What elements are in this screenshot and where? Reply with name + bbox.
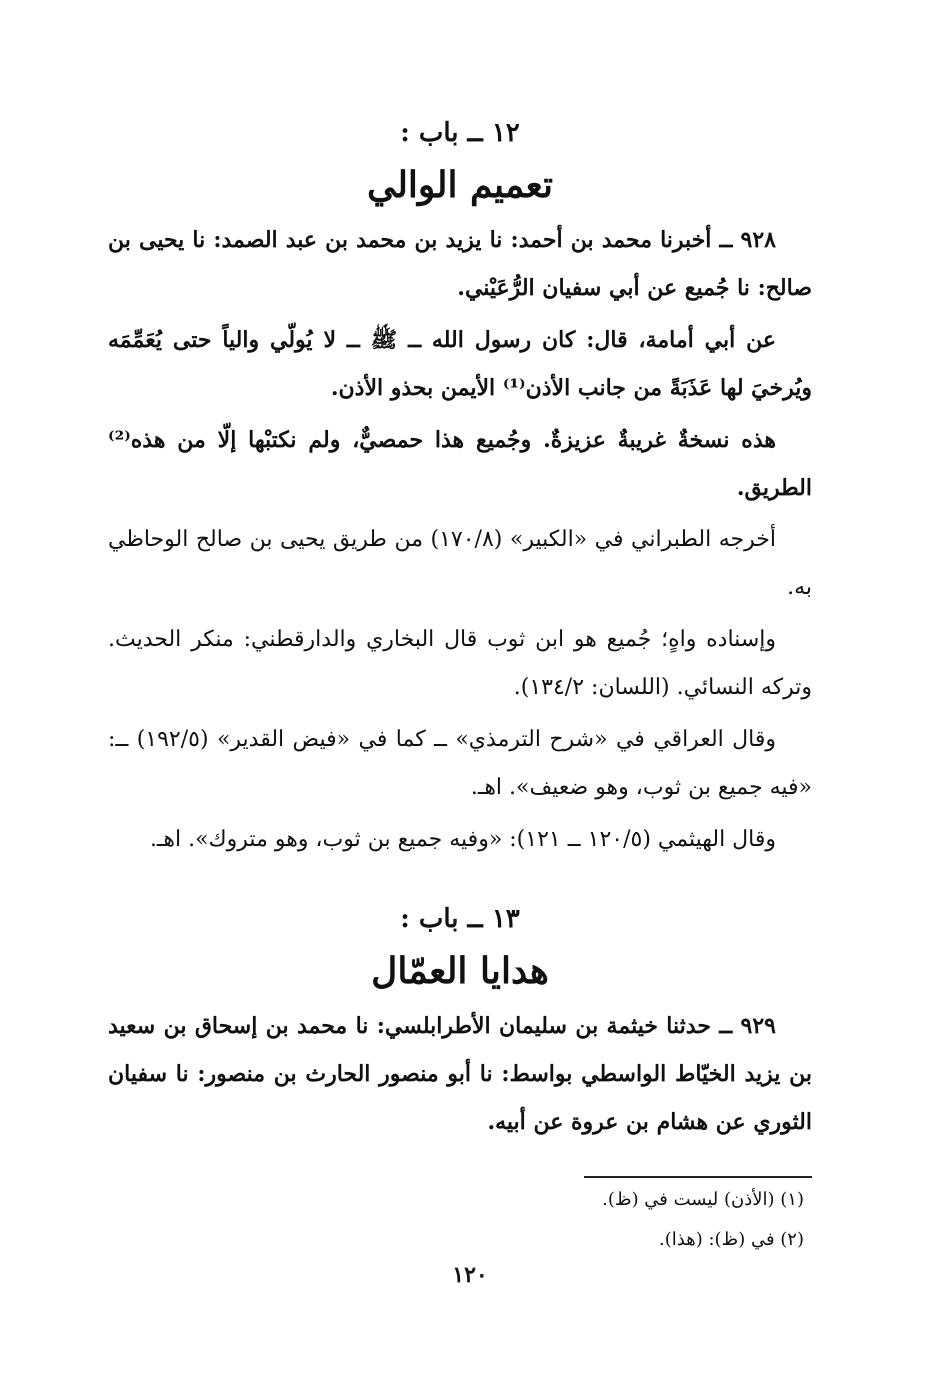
hadith-928-takhrij-2: وإسناده واهٍ؛ جُميع هو ابن ثوب قال البخاري والدارقطني: منكر الحديث. وتركه النسائي. (اللسان: ١٣٤/٢).: [108, 627, 812, 700]
hadith-928-comment: هذه نسخةٌ غريبةٌ عزيزةٌ. وجُميع هذا حمصيٌّ، ولم نكتبْها إلّا من هذه⁽²⁾ الطريق.: [108, 427, 812, 501]
chapter-12-title: تعميم الوالي: [366, 164, 554, 206]
hadith-928-takhrij-3: وقال العراقي في «شرح الترمذي» ــ كما في «فيض القدير» (١٩٢/٥) ــ: «فيه جميع بن ثوب، وهو ضعيف». اهـ.: [108, 727, 812, 800]
footnote-2: (٢) في (ظ): (هذا).: [659, 1229, 804, 1250]
chapter-13-title: هدايا العمّال: [371, 950, 549, 992]
chapter-12-number: ١٢ ــ باب :: [400, 118, 520, 148]
footnote-1: (١) (الأذن) ليست في (ظ).: [602, 1189, 804, 1210]
page-body: [108, 112, 812, 1258]
footnote-separator: [584, 1176, 812, 1178]
hadith-928-takhrij-4: وقال الهيثمي (١٢٠/٥ ــ ١٢١): «وفيه جميع بن ثوب، وهو متروك». اهـ.: [149, 827, 776, 852]
page-number: ١٢٠: [452, 1262, 488, 1288]
hadith-929-isnad: ٩٢٩ ــ حدثنا خيثمة بن سليمان الأطرابلسي: نا محمد بن إسحاق بن سعيد بن يزيد الخيّاط الواسطي بواسط: نا أبو منصور الحارث بن منصور: نا سفيان الثوري عن هشام بن عروة عن أبيه.: [108, 1013, 812, 1135]
chapter-13-number: ١٣ ــ باب :: [400, 904, 520, 934]
hadith-928-takhrij-1: أخرجه الطبراني في «الكبير» (١٧٠/٨) من طريق يحيى بن صالح الوحاظي به.: [108, 527, 812, 600]
hadith-928-matn: عن أبي أمامة، قال: كان رسول الله ــ ﷺ ــ لا يُولّي والياً حتى يُعَمِّمَه ويُرخيَ لها عَذَبَةً من جانب الأذن⁽¹⁾ الأيمن بحذو الأذن.: [108, 327, 812, 401]
hadith-928-isnad: ٩٢٨ ــ أخبرنا محمد بن أحمد: نا يزيد بن محمد بن عبد الصمد: نا يحيى بن صالح: نا جُميع عن أبي سفيان الرُّعَيْني.: [108, 227, 812, 301]
